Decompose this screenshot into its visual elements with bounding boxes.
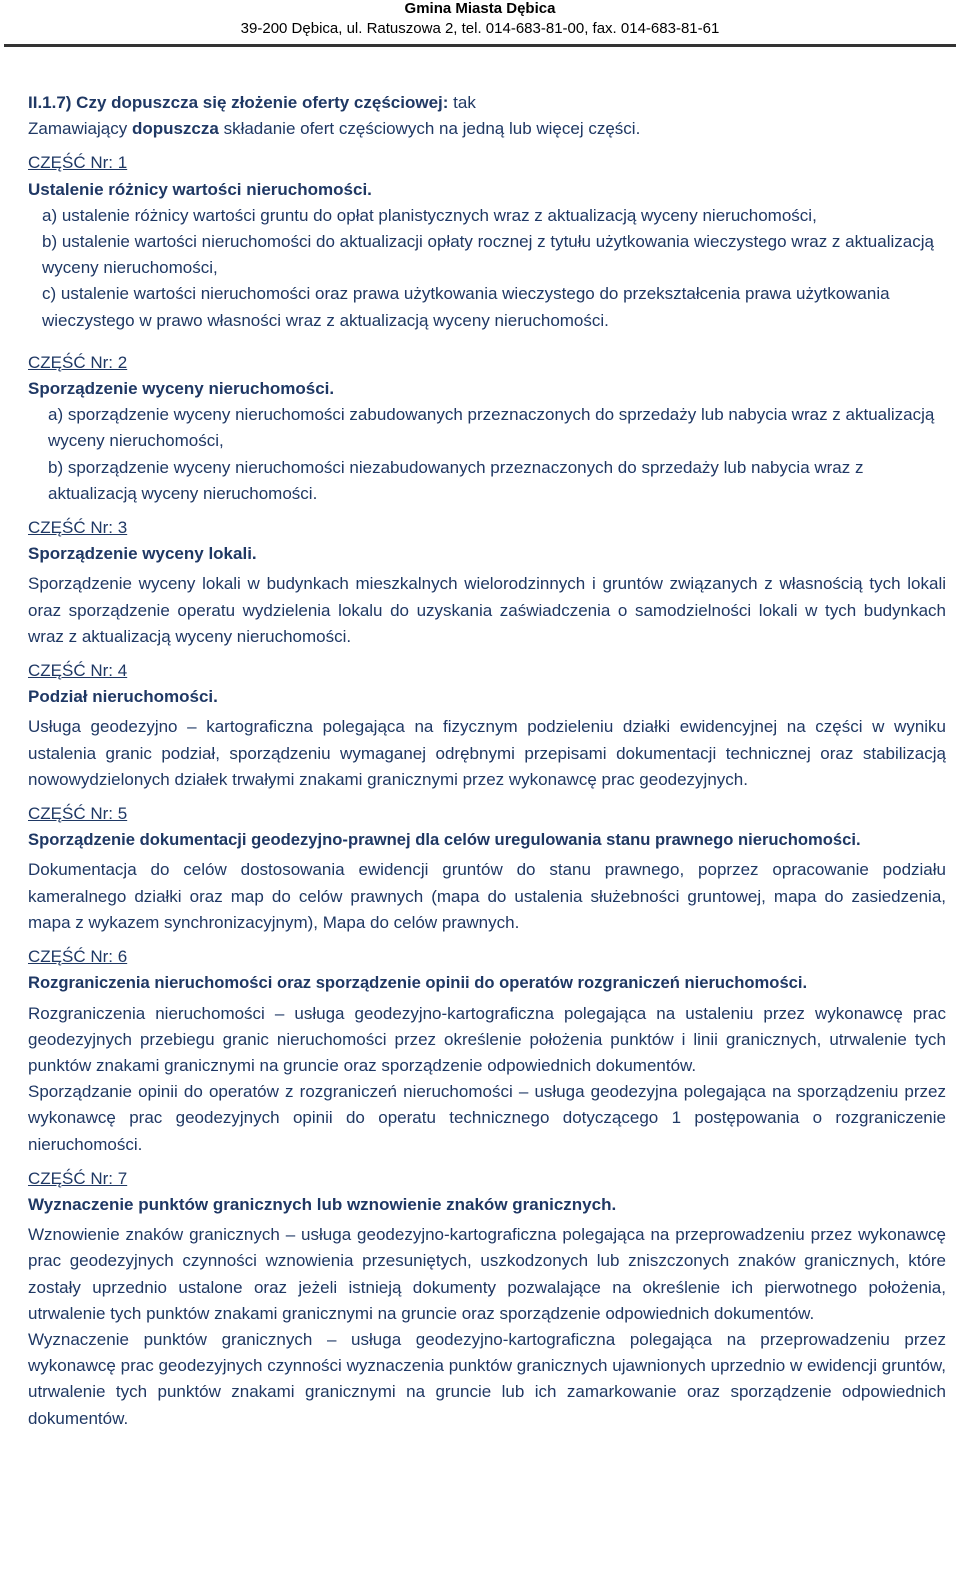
part-5-heading: CZĘŚĆ Nr: 5 [28,804,128,824]
part-1-title: Ustalenie różnicy wartości nieruchomości. [28,179,372,199]
part-1-item-c: c) ustalenie wartości nieruchomości oraz prawa użytkowania wieczystego do przekształcenia prawa użytkowania wieczystego w prawo własności wraz z aktualizacją wyceny nieruchomości. [42,284,890,330]
organization-address: 39-200 Dębica, ul. Ratuszowa 2, tel. 014-683-81-00, fax. 014-683-81-61 [240,20,720,37]
organization-name: Gmina Miasta Dębica [404,0,556,17]
question-label: II.1.7) Czy dopuszcza się złożenie oferty częściowej: [28,93,449,112]
part-2-item-a: a) sporządzenie wyceny nieruchomości zabudowanych przeznaczonych do sprzedaży lub nabycia wraz z aktualizacją wyceny nieruchomości, [48,405,935,451]
part-7-title: Wyznaczenie punktów granicznych lub wznowienie znaków granicznych. [28,1194,617,1214]
part-1-item-b: b) ustalenie wartości nieruchomości do aktualizacji opłaty rocznej z tytułu użytkowania wieczystego wraz z aktualizacją wyceny nieruchomości, [42,232,934,278]
part-3-heading: CZĘŚĆ Nr: 3 [28,518,128,538]
part-3-title: Sporządzenie wyceny lokali. [28,544,257,564]
part-4-title: Podział nieruchomości. [28,687,218,707]
part-5-paragraph: Dokumentacja do celów dostosowania ewidencji gruntów do stanu prawnego, poprzez opracowanie podziału kameralnego działki oraz map do celów prawnych (mapa do ustalenia służebności gruntowej, mapa do zasiedzenia, mapa z wykazem synchronizacyjnym), Mapa do celów prawnych. [28,860,946,932]
part-1-item-a: a) ustalenie różnicy wartości gruntu do opłat planistycznych wraz z aktualizacją wyceny nieruchomości, [42,205,817,225]
question-detail-post: składanie ofert częściowych na jedną lub więcej części. [223,119,641,139]
part-6-heading: CZĘŚĆ Nr: 6 [28,947,128,967]
part-6-paragraph-1: Rozgraniczenia nieruchomości – usługa geodezyjno-kartograficzna polegająca na ustaleniu przez wykonawcę prac geodezyjnych przebiegu granic nieruchomości przez określenie położenia punktów i linii granicznych, utrwalenie tych punktów znakami granicznymi na gruncie oraz sporządzenie odpowiednich dokumentów. [28,1003,946,1075]
part-2-title: Sporządzenie wyceny nieruchomości. [28,379,335,399]
part-7-paragraph-1: Wznowienie znaków granicznych – usługa geodezyjno-kartograficzna polegająca na przeprowadzeniu przez wykonawcę prac geodezyjnych czynności wznowienia przesuniętych, uszkodzonych lub zniszczonych znaków granicznych, które zostały uprzednio ustalone oraz jeżeli istnieją dokumenty pozwalające na określenie ich pierwotnego położenia, utrwalenie tych punktów znakami granicznymi na gruncie oraz sporządzenie odpowiednich dokumentów. [28,1225,946,1323]
part-6-title: Rozgraniczenia nieruchomości oraz sporządzenie opinii do operatów rozgraniczeń nieruchomości. [28,973,808,993]
question-line [28,90,946,116]
question-answer: tak [453,93,476,112]
part-4-heading: CZĘŚĆ Nr: 4 [28,661,128,681]
part-7-heading: CZĘŚĆ Nr: 7 [28,1168,128,1188]
page-header [4,0,956,47]
document-body [28,90,946,1432]
question-detail-bold: dopuszcza [131,119,219,139]
question-detail [28,116,946,142]
part-2-item-b: b) sporządzenie wyceny nieruchomości niezabudowanych przeznaczonych do sprzedaży lub nabycia wraz z aktualizacją wyceny nieruchomości. [48,457,864,503]
part-6-paragraph-2: Sporządzanie opinii do operatów z rozgraniczeń nieruchomości – usługa geodezyjna polegająca na sporządzeniu przez wykonawcę prac geodezyjnych opinii do operatu technicznego dotyczącego 1 postępowania o rozgraniczenie nieruchomości. [28,1082,946,1154]
part-3-paragraph: Sporządzenie wyceny lokali w budynkach mieszkalnych wielorodzinnych i gruntów związanych z własnością tych lokali oraz sporządzenie operatu wydzielenia lokalu do uzyskania zaświadczenia o samodzielności lokali w tych budynkach wraz z aktualizacją wyceny nieruchomości. [28,574,946,646]
part-4-paragraph: Usługa geodezyjno – kartograficzna polegająca na fizycznym podzieleniu działki ewidencyjnej na części w wyniku ustalenia granic podział, sporządzeniu wymaganej odrębnymi przepisami dokumentacji technicznej oraz stabilizacją nowowydzielonych działek trwałymi znakami granicznymi przez wykonawcę prac geodezyjnych. [28,717,946,789]
part-5-title: Sporządzenie dokumentacji geodezyjno-prawnej dla celów uregulowania stanu prawnego nieruchomości. [28,830,861,850]
part-7-paragraph-2: Wyznaczenie punktów granicznych – usługa geodezyjno-kartograficzna polegająca na przeprowadzeniu przez wykonawcę prac geodezyjnych czynności wyznaczenia punktów granicznych ujawnionych uprzednio w ewidencji gruntów, utrwalenie tych punktów znakami granicznymi na gruncie lub ich zamarkowanie oraz sporządzenie odpowiednich dokumentów. [28,1329,946,1428]
part-1-heading: CZĘŚĆ Nr: 1 [28,153,128,173]
question-detail-pre: Zamawiający [28,119,128,139]
part-2-heading: CZĘŚĆ Nr: 2 [28,352,128,372]
